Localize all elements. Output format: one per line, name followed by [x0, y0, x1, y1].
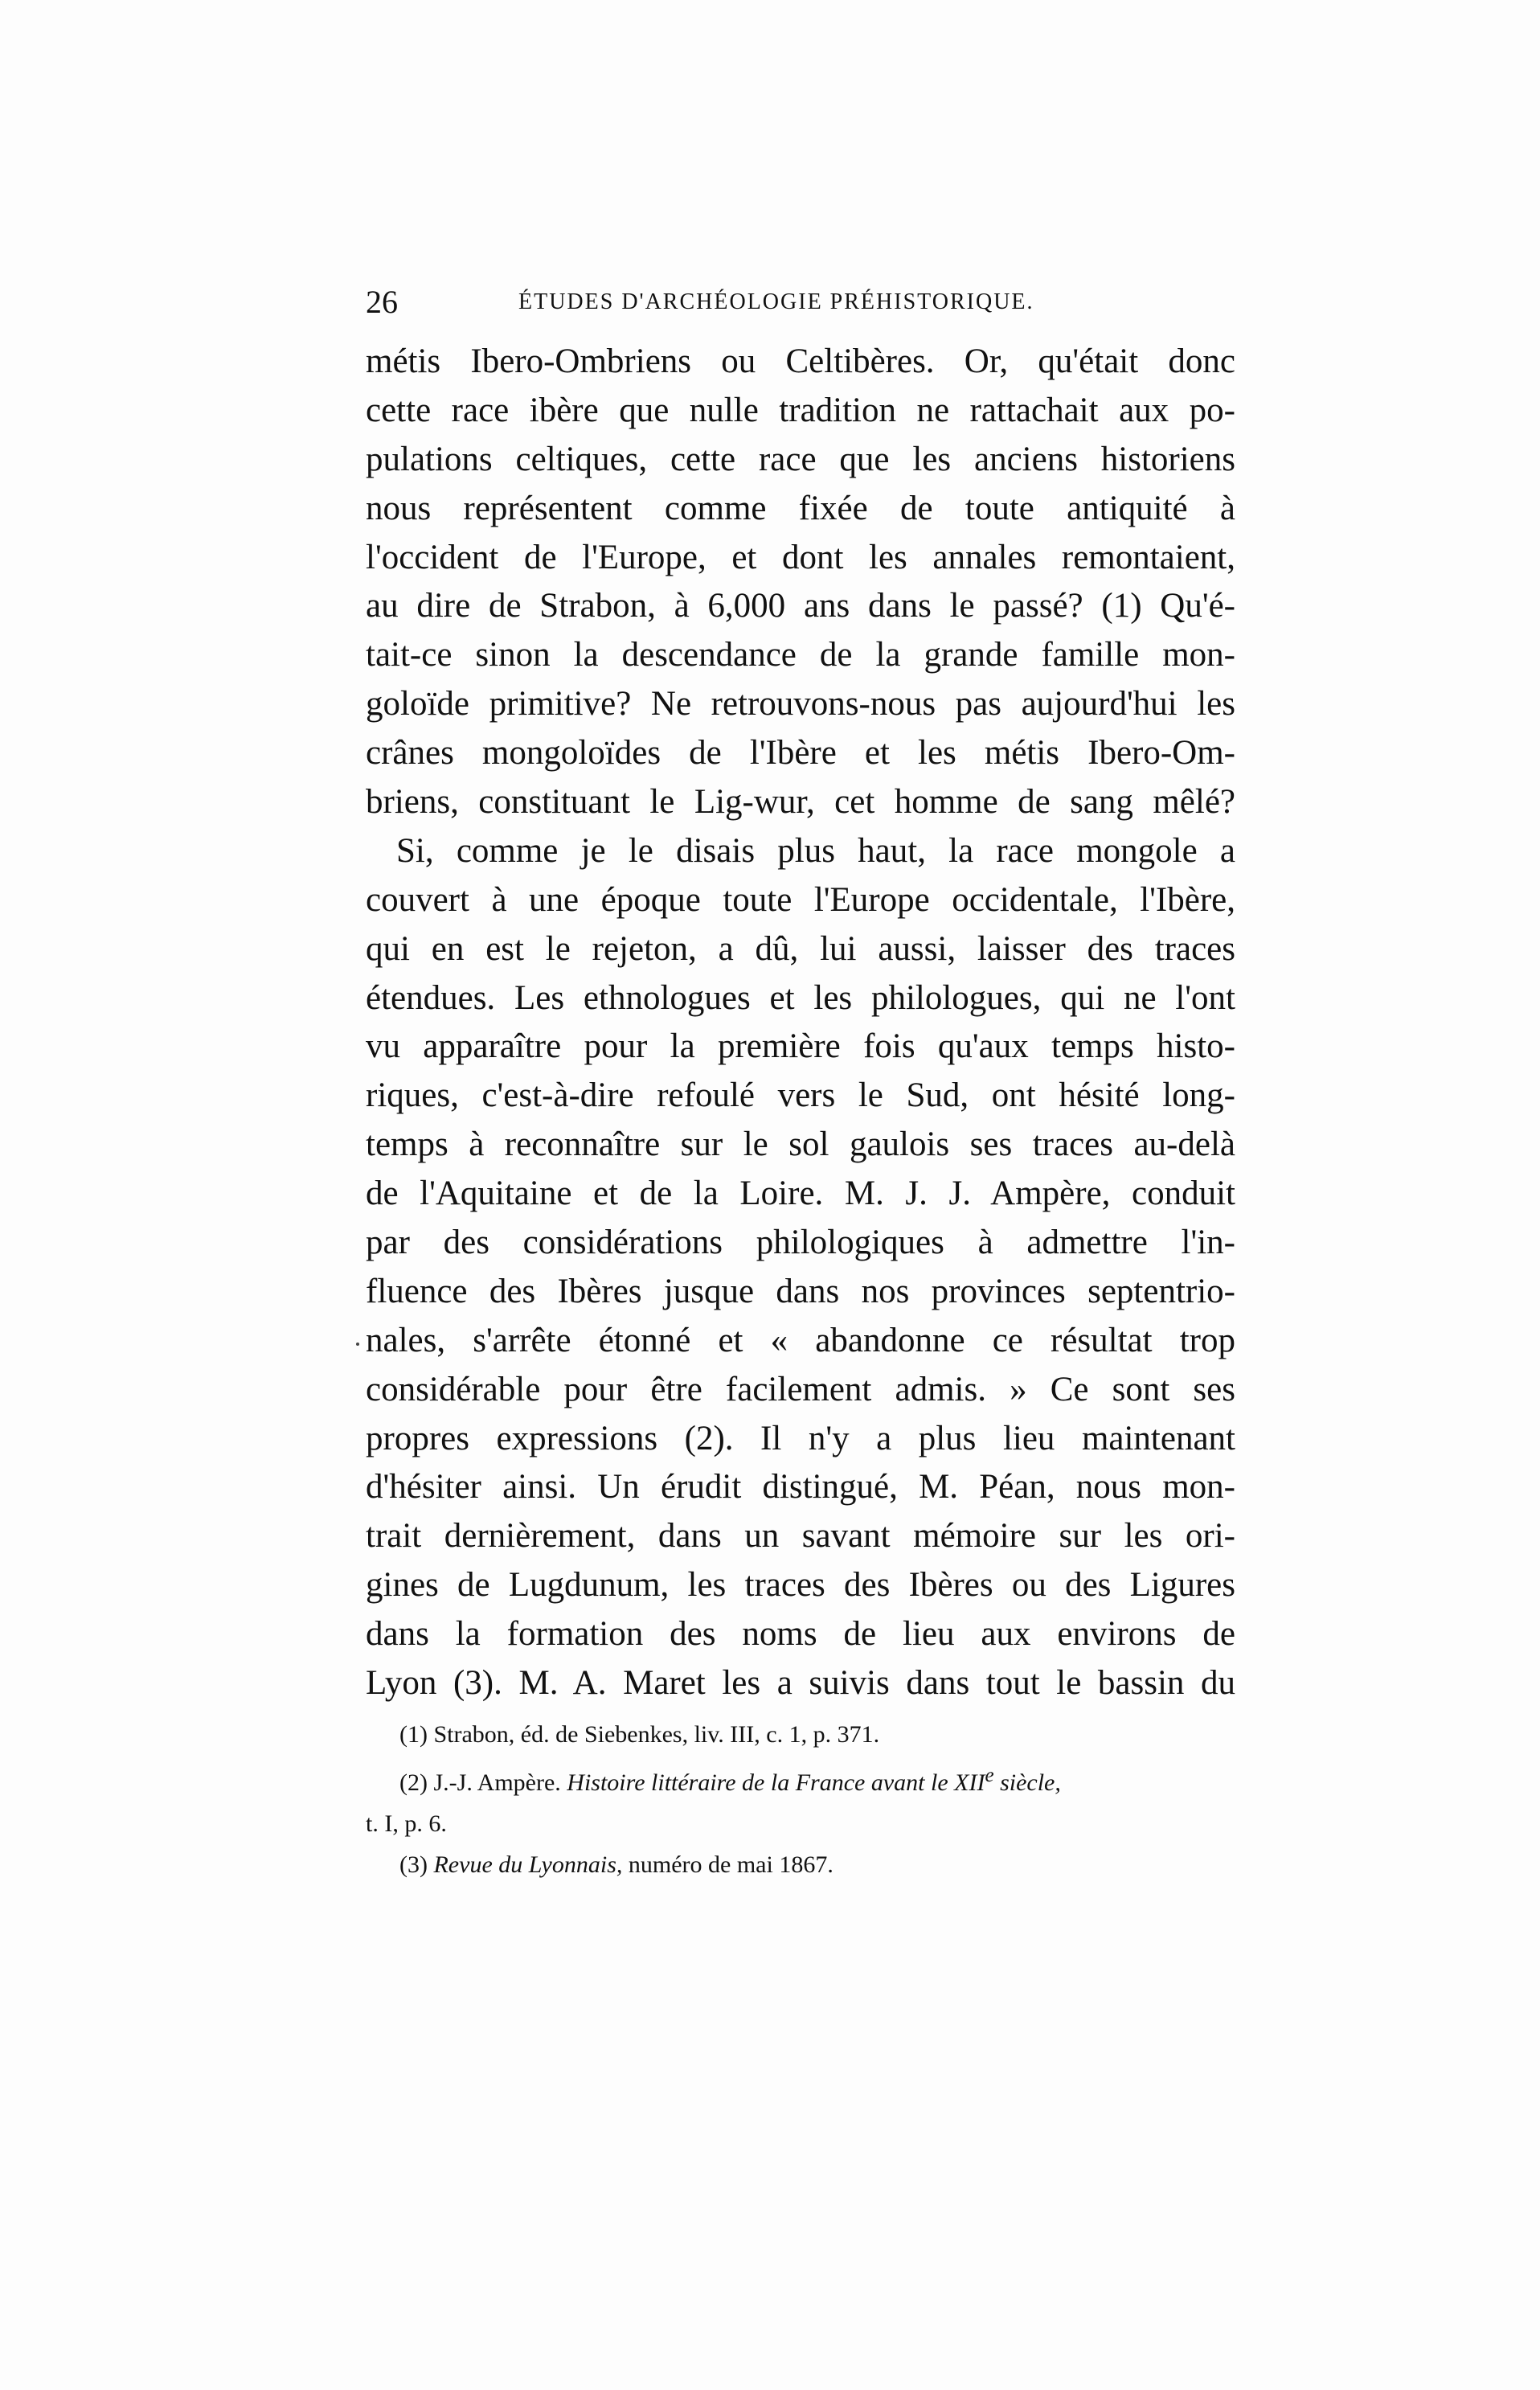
footnote-sup: e: [985, 1765, 994, 1786]
body-line: considérable pour être facilement admis. » Ce sont ses: [366, 1370, 1235, 1408]
running-title: ÉTUDES D'ARCHÉOLOGIE PRÉHISTORIQUE.: [518, 289, 1034, 314]
body-line: l'occident de l'Europe, et dont les annales remontaient,: [366, 538, 1235, 576]
running-head: [366, 283, 1234, 331]
footnote-3: [366, 1844, 1235, 1885]
body-line: Si, comme je le disais plus haut, la race mongole a: [396, 831, 1235, 870]
body-line: d'hésiter ainsi. Un érudit distingué, M. Péan, nous mon-: [366, 1468, 1235, 1507]
body-line: par des considérations philologiques à admettre l'in-: [366, 1224, 1235, 1262]
body-line: nous représentent comme fixée de toute antiquité à: [366, 489, 1235, 527]
footnote-text: J.-J. Ampère.: [433, 1769, 561, 1796]
footnote-title: Revue du Lyonnais,: [433, 1851, 623, 1878]
page-number: 26: [366, 284, 398, 320]
body-line: vu apparaître pour la première fois qu'aux temps histo-: [366, 1027, 1235, 1066]
body-line: fluence des Ibères jusque dans nos provinces septentrio-: [366, 1272, 1235, 1310]
body-line: qui en est le rejeton, a dû, lui aussi, laisser des traces: [366, 929, 1235, 968]
margin-mark: [356, 1343, 359, 1346]
body-line: Lyon (3). M. A. Maret les a suivis dans tout le bassin du: [366, 1664, 1235, 1703]
body-line: cette race ibère que nulle tradition ne rattachait aux po-: [366, 391, 1235, 429]
footnote-2-continuation: t. I, p. 6.: [366, 1810, 447, 1837]
body-line: couvert à une époque toute l'Europe occidentale, l'Ibère,: [366, 880, 1235, 919]
body-line: trait dernièrement, dans un savant mémoire sur les ori-: [366, 1517, 1235, 1556]
body-line: gines de Lugdunum, les traces des Ibères ou des Ligures: [366, 1566, 1235, 1605]
body-line: dans la formation des noms de lieu aux environs de: [366, 1615, 1235, 1654]
body-line: tait-ce sinon la descendance de la grande famille mon-: [366, 636, 1235, 674]
body-line: métis Ibero-Ombriens ou Celtibères. Or, qu'était donc: [366, 342, 1235, 380]
footnote-title-tail: siècle,: [993, 1769, 1061, 1796]
body-line: riques, c'est-à-dire refoulé vers le Sud, ont hésité long-: [366, 1076, 1235, 1115]
footnote-2: [366, 1755, 1235, 1803]
body-line: nales, s'arrête étonné et « abandonne ce résultat trop: [366, 1321, 1235, 1359]
body-line: propres expressions (2). Il n'y a plus lieu maintenant: [366, 1419, 1235, 1457]
body-line: au dire de Strabon, à 6,000 ans dans le passé? (1) Qu'é-: [366, 587, 1235, 625]
body-text: [366, 338, 1235, 1708]
footnote-1: [366, 1714, 1235, 1755]
footnote-marker: (3): [399, 1851, 428, 1878]
footnote-title: Histoire littéraire de la France avant le XII: [567, 1769, 985, 1796]
footnotes: [366, 1714, 1235, 1885]
body-line: étendues. Les ethnologues et les philologues, qui ne l'ont: [366, 978, 1235, 1017]
footnote-marker: (1): [399, 1721, 428, 1748]
body-line: goloïde primitive? Ne retrouvons-nous pas aujourd'hui les: [366, 685, 1235, 724]
body-line: crânes mongoloïdes de l'Ibère et les métis Ibero-Om-: [366, 734, 1235, 773]
body-line: pulations celtiques, cette race que les anciens historiens: [366, 440, 1235, 478]
footnote-text: numéro de mai 1867.: [622, 1851, 833, 1878]
body-line: temps à reconnaître sur le sol gaulois ses traces au-delà: [366, 1125, 1235, 1164]
footnote-text: Strabon, éd. de Siebenkes, liv. III, c. 1, p. 371.: [433, 1721, 880, 1748]
body-line: briens, constituant le Lig-wur, cet homme de sang mêlé?: [366, 783, 1235, 822]
footnote-marker: (2): [399, 1769, 428, 1796]
body-line: de l'Aquitaine et de la Loire. M. J. J. Ampère, conduit: [366, 1175, 1235, 1213]
